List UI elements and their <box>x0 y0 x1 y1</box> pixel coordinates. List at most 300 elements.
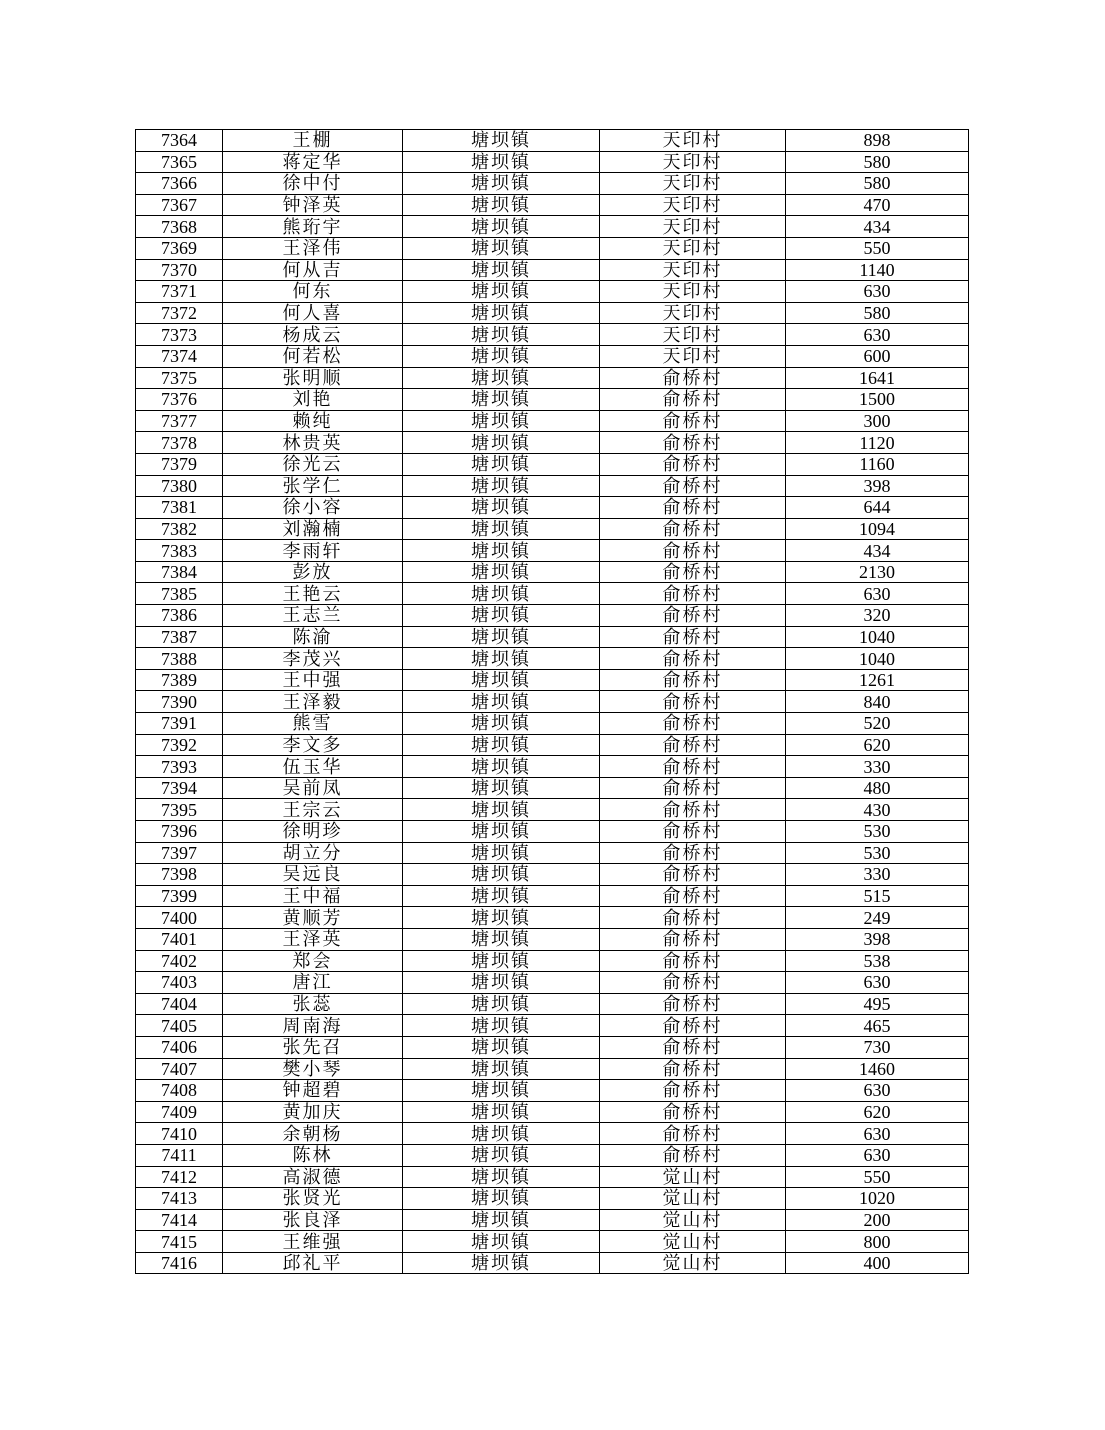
cell-serial-number: 7385 <box>136 583 223 605</box>
table-row <box>136 777 969 799</box>
cell-name: 钟超碧 <box>223 1080 403 1102</box>
cell-serial-number: 7414 <box>136 1209 223 1231</box>
cell-village: 俞桥村 <box>600 389 786 411</box>
cell-amount: 1460 <box>786 1058 969 1080</box>
cell-village: 觉山村 <box>600 1231 786 1253</box>
table-row <box>136 281 969 303</box>
cell-serial-number: 7374 <box>136 345 223 367</box>
cell-serial-number: 7366 <box>136 173 223 195</box>
cell-serial-number: 7376 <box>136 389 223 411</box>
cell-name: 徐小容 <box>223 497 403 519</box>
cell-amount: 1641 <box>786 367 969 389</box>
cell-village: 俞桥村 <box>600 497 786 519</box>
cell-town: 塘坝镇 <box>403 194 600 216</box>
cell-serial-number: 7407 <box>136 1058 223 1080</box>
cell-village: 天印村 <box>600 237 786 259</box>
cell-amount: 398 <box>786 475 969 497</box>
cell-serial-number: 7409 <box>136 1101 223 1123</box>
table-row <box>136 842 969 864</box>
cell-village: 俞桥村 <box>600 648 786 670</box>
table-row <box>136 1231 969 1253</box>
cell-town: 塘坝镇 <box>403 410 600 432</box>
table-body <box>136 130 969 1274</box>
cell-village: 俞桥村 <box>600 626 786 648</box>
cell-amount: 898 <box>786 130 969 152</box>
table-row <box>136 972 969 994</box>
cell-amount: 2130 <box>786 561 969 583</box>
cell-name: 杨成云 <box>223 324 403 346</box>
cell-town: 塘坝镇 <box>403 1080 600 1102</box>
cell-town: 塘坝镇 <box>403 497 600 519</box>
cell-name: 熊雪 <box>223 713 403 735</box>
cell-village: 俞桥村 <box>600 410 786 432</box>
cell-town: 塘坝镇 <box>403 864 600 886</box>
cell-town: 塘坝镇 <box>403 691 600 713</box>
cell-village: 俞桥村 <box>600 713 786 735</box>
table-row <box>136 1188 969 1210</box>
table-row <box>136 237 969 259</box>
cell-town: 塘坝镇 <box>403 885 600 907</box>
cell-serial-number: 7403 <box>136 972 223 994</box>
cell-amount: 1261 <box>786 669 969 691</box>
cell-village: 俞桥村 <box>600 1101 786 1123</box>
table-row <box>136 713 969 735</box>
cell-serial-number: 7389 <box>136 669 223 691</box>
cell-village: 俞桥村 <box>600 518 786 540</box>
cell-village: 俞桥村 <box>600 669 786 691</box>
table-row <box>136 1209 969 1231</box>
cell-amount: 400 <box>786 1252 969 1274</box>
cell-name: 何若松 <box>223 345 403 367</box>
cell-serial-number: 7375 <box>136 367 223 389</box>
cell-village: 俞桥村 <box>600 885 786 907</box>
cell-name: 高淑德 <box>223 1166 403 1188</box>
cell-village: 俞桥村 <box>600 928 786 950</box>
cell-amount: 630 <box>786 324 969 346</box>
cell-name: 黄顺芳 <box>223 907 403 929</box>
table-row <box>136 1036 969 1058</box>
table-row <box>136 1058 969 1080</box>
cell-amount: 600 <box>786 345 969 367</box>
cell-village: 俞桥村 <box>600 432 786 454</box>
cell-serial-number: 7401 <box>136 928 223 950</box>
cell-serial-number: 7394 <box>136 777 223 799</box>
cell-amount: 1094 <box>786 518 969 540</box>
cell-amount: 644 <box>786 497 969 519</box>
cell-town: 塘坝镇 <box>403 605 600 627</box>
table-row <box>136 928 969 950</box>
cell-town: 塘坝镇 <box>403 648 600 670</box>
table-row <box>136 821 969 843</box>
cell-serial-number: 7373 <box>136 324 223 346</box>
cell-amount: 620 <box>786 734 969 756</box>
table-row <box>136 324 969 346</box>
table-row <box>136 1015 969 1037</box>
cell-village: 天印村 <box>600 151 786 173</box>
cell-village: 觉山村 <box>600 1188 786 1210</box>
cell-town: 塘坝镇 <box>403 432 600 454</box>
cell-village: 觉山村 <box>600 1209 786 1231</box>
cell-serial-number: 7372 <box>136 302 223 324</box>
cell-amount: 550 <box>786 1166 969 1188</box>
table-row <box>136 885 969 907</box>
cell-town: 塘坝镇 <box>403 130 600 152</box>
cell-village: 天印村 <box>600 345 786 367</box>
cell-serial-number: 7364 <box>136 130 223 152</box>
table-row <box>136 1144 969 1166</box>
cell-village: 俞桥村 <box>600 561 786 583</box>
cell-name: 刘瀚楠 <box>223 518 403 540</box>
cell-village: 俞桥村 <box>600 993 786 1015</box>
table-row <box>136 605 969 627</box>
cell-name: 张贤光 <box>223 1188 403 1210</box>
cell-town: 塘坝镇 <box>403 713 600 735</box>
cell-name: 何人喜 <box>223 302 403 324</box>
cell-serial-number: 7393 <box>136 756 223 778</box>
cell-town: 塘坝镇 <box>403 561 600 583</box>
cell-town: 塘坝镇 <box>403 324 600 346</box>
cell-village: 俞桥村 <box>600 1144 786 1166</box>
cell-village: 俞桥村 <box>600 864 786 886</box>
cell-serial-number: 7415 <box>136 1231 223 1253</box>
cell-town: 塘坝镇 <box>403 907 600 929</box>
table-row <box>136 864 969 886</box>
cell-town: 塘坝镇 <box>403 928 600 950</box>
table-row <box>136 497 969 519</box>
table-row <box>136 583 969 605</box>
cell-amount: 630 <box>786 1080 969 1102</box>
cell-serial-number: 7406 <box>136 1036 223 1058</box>
table-row <box>136 1123 969 1145</box>
cell-serial-number: 7365 <box>136 151 223 173</box>
cell-village: 天印村 <box>600 216 786 238</box>
cell-town: 塘坝镇 <box>403 1166 600 1188</box>
cell-name: 王志兰 <box>223 605 403 627</box>
table-row <box>136 993 969 1015</box>
cell-village: 天印村 <box>600 302 786 324</box>
cell-amount: 630 <box>786 1144 969 1166</box>
cell-name: 余朝杨 <box>223 1123 403 1145</box>
cell-amount: 1160 <box>786 453 969 475</box>
cell-name: 何东 <box>223 281 403 303</box>
cell-serial-number: 7391 <box>136 713 223 735</box>
cell-village: 俞桥村 <box>600 756 786 778</box>
cell-serial-number: 7378 <box>136 432 223 454</box>
cell-town: 塘坝镇 <box>403 950 600 972</box>
cell-name: 郑会 <box>223 950 403 972</box>
cell-serial-number: 7387 <box>136 626 223 648</box>
cell-village: 俞桥村 <box>600 842 786 864</box>
cell-town: 塘坝镇 <box>403 993 600 1015</box>
cell-amount: 530 <box>786 842 969 864</box>
cell-village: 俞桥村 <box>600 1036 786 1058</box>
cell-name: 刘艳 <box>223 389 403 411</box>
cell-town: 塘坝镇 <box>403 259 600 281</box>
cell-village: 俞桥村 <box>600 821 786 843</box>
cell-amount: 1500 <box>786 389 969 411</box>
cell-amount: 840 <box>786 691 969 713</box>
cell-name: 王宗云 <box>223 799 403 821</box>
cell-village: 俞桥村 <box>600 1123 786 1145</box>
cell-village: 天印村 <box>600 194 786 216</box>
cell-village: 天印村 <box>600 173 786 195</box>
cell-town: 塘坝镇 <box>403 345 600 367</box>
cell-town: 塘坝镇 <box>403 821 600 843</box>
cell-amount: 620 <box>786 1101 969 1123</box>
table-row <box>136 1166 969 1188</box>
cell-town: 塘坝镇 <box>403 1209 600 1231</box>
cell-amount: 630 <box>786 583 969 605</box>
cell-village: 俞桥村 <box>600 777 786 799</box>
cell-serial-number: 7402 <box>136 950 223 972</box>
cell-serial-number: 7384 <box>136 561 223 583</box>
cell-name: 王泽伟 <box>223 237 403 259</box>
cell-serial-number: 7367 <box>136 194 223 216</box>
cell-name: 王泽毅 <box>223 691 403 713</box>
cell-amount: 300 <box>786 410 969 432</box>
cell-amount: 200 <box>786 1209 969 1231</box>
cell-serial-number: 7395 <box>136 799 223 821</box>
cell-amount: 434 <box>786 216 969 238</box>
cell-name: 林贵英 <box>223 432 403 454</box>
cell-town: 塘坝镇 <box>403 475 600 497</box>
table-row <box>136 1252 969 1274</box>
cell-town: 塘坝镇 <box>403 799 600 821</box>
cell-serial-number: 7399 <box>136 885 223 907</box>
cell-village: 俞桥村 <box>600 907 786 929</box>
cell-name: 胡立分 <box>223 842 403 864</box>
cell-serial-number: 7377 <box>136 410 223 432</box>
cell-amount: 470 <box>786 194 969 216</box>
table-row <box>136 259 969 281</box>
cell-serial-number: 7416 <box>136 1252 223 1274</box>
cell-name: 何从吉 <box>223 259 403 281</box>
cell-name: 黄加庆 <box>223 1101 403 1123</box>
table-row <box>136 151 969 173</box>
cell-village: 天印村 <box>600 130 786 152</box>
cell-town: 塘坝镇 <box>403 173 600 195</box>
cell-serial-number: 7392 <box>136 734 223 756</box>
cell-amount: 580 <box>786 302 969 324</box>
cell-name: 张学仁 <box>223 475 403 497</box>
table-row <box>136 367 969 389</box>
cell-town: 塘坝镇 <box>403 1188 600 1210</box>
table-row <box>136 799 969 821</box>
cell-name: 王泽英 <box>223 928 403 950</box>
cell-name: 陈林 <box>223 1144 403 1166</box>
cell-amount: 330 <box>786 864 969 886</box>
cell-town: 塘坝镇 <box>403 302 600 324</box>
table-row <box>136 691 969 713</box>
cell-village: 天印村 <box>600 324 786 346</box>
cell-village: 俞桥村 <box>600 972 786 994</box>
cell-name: 张明顺 <box>223 367 403 389</box>
cell-town: 塘坝镇 <box>403 518 600 540</box>
cell-serial-number: 7400 <box>136 907 223 929</box>
cell-name: 钟泽英 <box>223 194 403 216</box>
cell-amount: 1140 <box>786 259 969 281</box>
cell-amount: 330 <box>786 756 969 778</box>
cell-name: 彭放 <box>223 561 403 583</box>
cell-serial-number: 7408 <box>136 1080 223 1102</box>
table-row <box>136 1101 969 1123</box>
cell-name: 李文多 <box>223 734 403 756</box>
table-row <box>136 1080 969 1102</box>
cell-town: 塘坝镇 <box>403 540 600 562</box>
table-row <box>136 410 969 432</box>
cell-village: 俞桥村 <box>600 1080 786 1102</box>
cell-town: 塘坝镇 <box>403 367 600 389</box>
cell-name: 李茂兴 <box>223 648 403 670</box>
cell-name: 张先召 <box>223 1036 403 1058</box>
cell-village: 俞桥村 <box>600 453 786 475</box>
table-row <box>136 518 969 540</box>
cell-name: 李雨轩 <box>223 540 403 562</box>
cell-serial-number: 7398 <box>136 864 223 886</box>
cell-amount: 430 <box>786 799 969 821</box>
cell-amount: 520 <box>786 713 969 735</box>
cell-amount: 1020 <box>786 1188 969 1210</box>
table-row <box>136 756 969 778</box>
cell-name: 王中强 <box>223 669 403 691</box>
cell-village: 俞桥村 <box>600 540 786 562</box>
cell-amount: 800 <box>786 1231 969 1253</box>
cell-village: 俞桥村 <box>600 950 786 972</box>
cell-village: 俞桥村 <box>600 734 786 756</box>
cell-village: 觉山村 <box>600 1166 786 1188</box>
cell-serial-number: 7388 <box>136 648 223 670</box>
cell-serial-number: 7386 <box>136 605 223 627</box>
cell-name: 伍玉华 <box>223 756 403 778</box>
cell-name: 赖纯 <box>223 410 403 432</box>
table-row <box>136 626 969 648</box>
table-row <box>136 432 969 454</box>
cell-serial-number: 7411 <box>136 1144 223 1166</box>
cell-serial-number: 7371 <box>136 281 223 303</box>
cell-amount: 630 <box>786 281 969 303</box>
cell-amount: 434 <box>786 540 969 562</box>
table-row <box>136 345 969 367</box>
cell-serial-number: 7413 <box>136 1188 223 1210</box>
cell-serial-number: 7379 <box>136 453 223 475</box>
cell-town: 塘坝镇 <box>403 972 600 994</box>
cell-serial-number: 7410 <box>136 1123 223 1145</box>
cell-town: 塘坝镇 <box>403 453 600 475</box>
cell-serial-number: 7381 <box>136 497 223 519</box>
cell-amount: 320 <box>786 605 969 627</box>
cell-name: 唐江 <box>223 972 403 994</box>
cell-amount: 398 <box>786 928 969 950</box>
cell-amount: 480 <box>786 777 969 799</box>
table-row <box>136 648 969 670</box>
cell-town: 塘坝镇 <box>403 389 600 411</box>
cell-town: 塘坝镇 <box>403 237 600 259</box>
table-row <box>136 561 969 583</box>
cell-town: 塘坝镇 <box>403 281 600 303</box>
cell-name: 王艳云 <box>223 583 403 605</box>
cell-town: 塘坝镇 <box>403 216 600 238</box>
cell-town: 塘坝镇 <box>403 734 600 756</box>
table-row <box>136 669 969 691</box>
cell-town: 塘坝镇 <box>403 583 600 605</box>
cell-serial-number: 7390 <box>136 691 223 713</box>
table-row <box>136 173 969 195</box>
cell-town: 塘坝镇 <box>403 777 600 799</box>
cell-town: 塘坝镇 <box>403 1101 600 1123</box>
cell-town: 塘坝镇 <box>403 1144 600 1166</box>
cell-village: 觉山村 <box>600 1252 786 1274</box>
cell-amount: 538 <box>786 950 969 972</box>
cell-amount: 515 <box>786 885 969 907</box>
cell-amount: 530 <box>786 821 969 843</box>
table-row <box>136 130 969 152</box>
cell-amount: 580 <box>786 173 969 195</box>
cell-village: 俞桥村 <box>600 1015 786 1037</box>
cell-name: 吴前凤 <box>223 777 403 799</box>
cell-amount: 580 <box>786 151 969 173</box>
cell-town: 塘坝镇 <box>403 1123 600 1145</box>
cell-serial-number: 7368 <box>136 216 223 238</box>
cell-town: 塘坝镇 <box>403 756 600 778</box>
cell-amount: 550 <box>786 237 969 259</box>
cell-name: 王维强 <box>223 1231 403 1253</box>
cell-name: 熊珩宇 <box>223 216 403 238</box>
cell-serial-number: 7369 <box>136 237 223 259</box>
cell-town: 塘坝镇 <box>403 842 600 864</box>
cell-name: 徐光云 <box>223 453 403 475</box>
cell-serial-number: 7380 <box>136 475 223 497</box>
cell-amount: 495 <box>786 993 969 1015</box>
data-table <box>135 129 969 1274</box>
cell-village: 俞桥村 <box>600 475 786 497</box>
cell-serial-number: 7396 <box>136 821 223 843</box>
cell-amount: 730 <box>786 1036 969 1058</box>
cell-town: 塘坝镇 <box>403 1231 600 1253</box>
cell-town: 塘坝镇 <box>403 151 600 173</box>
cell-name: 吴远良 <box>223 864 403 886</box>
cell-name: 张蕊 <box>223 993 403 1015</box>
cell-amount: 630 <box>786 1123 969 1145</box>
cell-village: 俞桥村 <box>600 1058 786 1080</box>
cell-name: 樊小琴 <box>223 1058 403 1080</box>
cell-serial-number: 7382 <box>136 518 223 540</box>
table-row <box>136 216 969 238</box>
cell-village: 俞桥村 <box>600 799 786 821</box>
cell-village: 俞桥村 <box>600 605 786 627</box>
cell-serial-number: 7370 <box>136 259 223 281</box>
cell-name: 张良泽 <box>223 1209 403 1231</box>
cell-town: 塘坝镇 <box>403 669 600 691</box>
cell-village: 俞桥村 <box>600 367 786 389</box>
cell-village: 天印村 <box>600 281 786 303</box>
cell-amount: 1040 <box>786 648 969 670</box>
cell-town: 塘坝镇 <box>403 1058 600 1080</box>
cell-serial-number: 7412 <box>136 1166 223 1188</box>
cell-town: 塘坝镇 <box>403 1015 600 1037</box>
cell-town: 塘坝镇 <box>403 626 600 648</box>
table-row <box>136 389 969 411</box>
cell-town: 塘坝镇 <box>403 1252 600 1274</box>
cell-name: 徐明珍 <box>223 821 403 843</box>
cell-amount: 630 <box>786 972 969 994</box>
cell-town: 塘坝镇 <box>403 1036 600 1058</box>
cell-amount: 1040 <box>786 626 969 648</box>
cell-name: 王棚 <box>223 130 403 152</box>
cell-serial-number: 7405 <box>136 1015 223 1037</box>
cell-village: 俞桥村 <box>600 691 786 713</box>
cell-village: 俞桥村 <box>600 583 786 605</box>
cell-name: 周南海 <box>223 1015 403 1037</box>
